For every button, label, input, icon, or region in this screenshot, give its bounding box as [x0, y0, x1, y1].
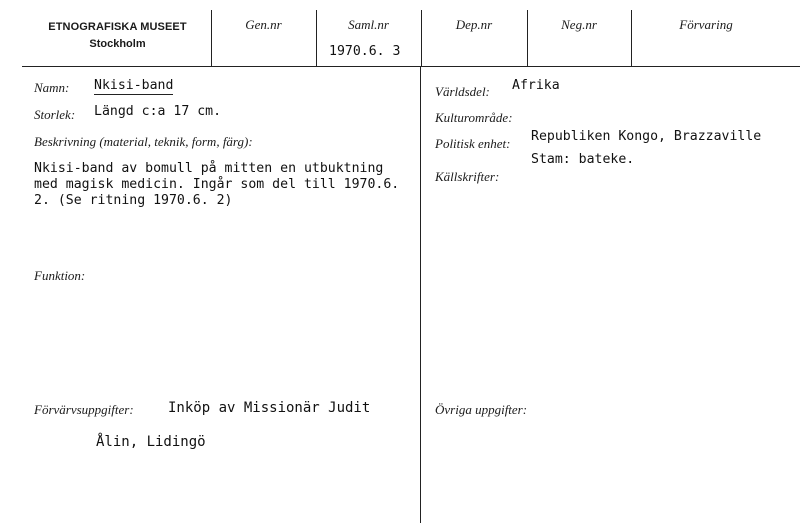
funktion-label: Funktion: — [34, 268, 86, 283]
beskrivning-line-2: med magisk medicin. Ingår som del till 1970.6. — [34, 177, 400, 192]
ovriga-label: Övriga uppgifter: — [435, 402, 528, 417]
forvarv-line-1: Inköp av Missionär Judit — [168, 400, 371, 416]
beskrivning-line-1: Nkisi-band av bomull på mitten en utbuktning — [34, 161, 384, 176]
namn-label: Namn: — [34, 80, 70, 95]
header-bottom-rule — [22, 66, 800, 67]
politisk-label: Politisk enhet: — [435, 136, 511, 151]
forvarv-label: Förvärvsuppgifter: — [34, 402, 134, 417]
forvarv-line-2: Ålin, Lidingö — [96, 434, 206, 450]
varldsdel-label: Världsdel: — [435, 84, 490, 99]
museum-city: Stockholm — [89, 38, 146, 50]
header-forvaring: Förvaring — [679, 17, 733, 32]
kallskrifter-label: Källskrifter: — [435, 169, 500, 184]
header-gen-nr: Gen.nr — [245, 17, 282, 32]
museum-name: ETNOGRAFISKA MUSEET — [48, 21, 187, 33]
storlek-value: Längd c:a 17 cm. — [94, 104, 222, 119]
stam-value: Stam: bateke. — [531, 152, 635, 167]
storlek-label: Storlek: — [34, 107, 76, 122]
beskrivning-line-3: 2. (Se ritning 1970.6. 2) — [34, 193, 233, 208]
beskrivning-text — [34, 161, 399, 209]
saml-nr-value: 1970.6. 3 — [329, 44, 401, 59]
kulturomrade-label: Kulturområde: — [435, 110, 513, 125]
header-dep-nr: Dep.nr — [455, 17, 493, 32]
header-neg-nr: Neg.nr — [561, 17, 597, 32]
politisk-value: Republiken Kongo, Brazzaville — [531, 129, 762, 144]
varldsdel-value: Afrika — [512, 78, 560, 93]
beskrivning-label: Beskrivning (material, teknik, form, färg): — [34, 134, 253, 149]
namn-value: Nkisi-band — [94, 78, 174, 93]
center-divider — [420, 66, 421, 523]
header-saml-nr: Saml.nr — [348, 17, 389, 32]
